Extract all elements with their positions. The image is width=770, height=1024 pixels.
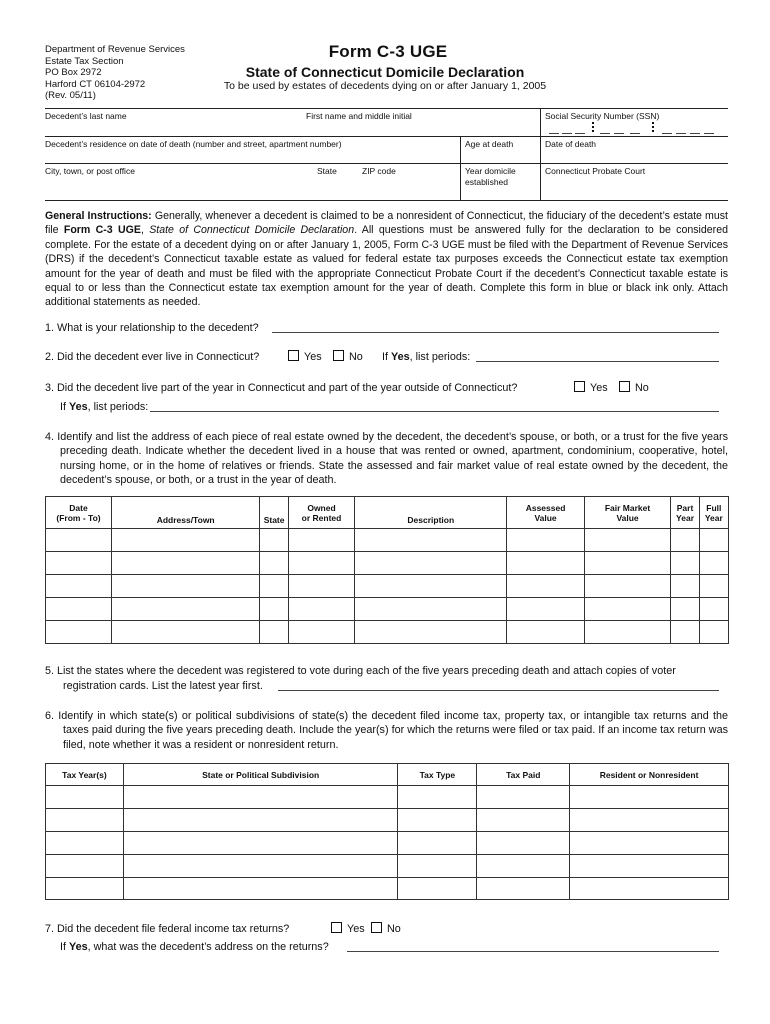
dept-line: PO Box 2972 bbox=[45, 67, 102, 78]
dept-line: Harford CT 06104-2972 bbox=[45, 78, 146, 90]
question-5: 5. List the states where the decedent was registered to vote during each of the five years preceding death and attach copies of voter bbox=[45, 665, 676, 677]
q3-no-option[interactable]: No bbox=[619, 381, 649, 395]
question-5-cont: registration cards. List the latest year first. bbox=[63, 680, 263, 692]
q7-no-option[interactable]: No bbox=[371, 922, 401, 936]
table-row[interactable] bbox=[46, 598, 729, 621]
col-address: Address/Town bbox=[111, 497, 259, 529]
grid-rule bbox=[45, 108, 728, 109]
grid-rule bbox=[45, 200, 728, 201]
col-description: Description bbox=[355, 497, 507, 529]
grid-rule bbox=[460, 136, 461, 200]
table-row[interactable] bbox=[46, 552, 729, 575]
table-row[interactable] bbox=[46, 575, 729, 598]
residence-label: Decedent’s residence on date of death (number and street, apartment number) bbox=[45, 139, 342, 149]
table-row[interactable] bbox=[46, 621, 729, 644]
probate-court-label: Connecticut Probate Court bbox=[545, 166, 646, 176]
q3-yes-option[interactable]: Yes bbox=[574, 381, 608, 395]
dept-line: (Rev. 05/11) bbox=[45, 90, 96, 101]
col-assessed: Assessed Value bbox=[507, 497, 584, 529]
city-label: City, town, or post office bbox=[45, 166, 135, 176]
col-tax-year: Tax Year(s) bbox=[46, 764, 124, 786]
table-row[interactable] bbox=[46, 529, 729, 552]
checkbox-icon[interactable] bbox=[619, 381, 630, 392]
tax-returns-table bbox=[45, 763, 729, 900]
q3-if-yes: If Yes, list periods: bbox=[60, 401, 149, 413]
question-2: 2. Did the decedent ever live in Connecticut? bbox=[45, 351, 260, 363]
col-resident: Resident or Nonresident bbox=[570, 764, 729, 786]
state-label: State bbox=[317, 166, 337, 176]
col-state: State bbox=[260, 497, 289, 529]
last-name-label: Decedent’s last name bbox=[45, 111, 127, 121]
zip-label: ZIP code bbox=[362, 166, 396, 176]
tax-header-row bbox=[46, 764, 729, 786]
col-fair-market: Fair Market Value bbox=[584, 497, 671, 529]
form-subtitle: State of Connecticut Domicile Declaration bbox=[245, 64, 525, 80]
q2-no-option[interactable]: No bbox=[333, 350, 363, 364]
table-row[interactable] bbox=[46, 878, 729, 900]
checkbox-icon[interactable] bbox=[333, 350, 344, 361]
question-1: 1. What is your relationship to the decedent? bbox=[45, 322, 259, 334]
col-part-year: Part Year bbox=[671, 497, 699, 529]
col-owned-rented: Owned or Rented bbox=[288, 497, 354, 529]
dept-line: Estate Tax Section bbox=[45, 55, 124, 67]
col-full-year: Full Year bbox=[699, 497, 728, 529]
q7-yes-option[interactable]: Yes bbox=[331, 922, 365, 936]
checkbox-icon[interactable] bbox=[371, 922, 382, 933]
first-name-label: First name and middle initial bbox=[306, 111, 412, 121]
q3-periods-input[interactable] bbox=[150, 411, 719, 412]
question-3: 3. Did the decedent live part of the year in Connecticut and part of the year outside of Connecticut? bbox=[45, 382, 518, 394]
q7-if-yes: If Yes, what was the decedent’s address on the returns? bbox=[60, 941, 329, 953]
relationship-input[interactable] bbox=[272, 332, 719, 333]
question-4: 4. Identify and list the address of each piece of real estate owned by the decedent, the decedent’s spouse, or both, or a trust for the five years preceding death. Indicate whether the decedent lived in a house that was rented or owned, apartment, condominium, cooperative, hotel, nursing home, or in the home of relatives or friends. State the assessed and fair market value of real estate owned by the decedent, the decedent’s spouse, or both, or a trust in the year of death. bbox=[45, 431, 728, 487]
ssn-label: Social Security Number (SSN) bbox=[545, 111, 660, 121]
general-instructions: General Instructions: Generally, whenever a decedent is claimed to be a nonresident of Connecticut, the fiduciary of the decedent’s estate must file Form C-3 UGE, State of Connecticut Domicile Declaration. All questions must be answered fully for the declaration to be considered complete. For the estate of a decedent dying on or after January 1, 2005, Form C-3 UGE must be filed with the Department of Revenue Services (DRS) if the decedent’s Connecticut taxable estate as valued for federal estate tax purposes exceeds the Connecticut estate tax exemption amount for the year of death and must be filed with the appropriate Connecticut Probate Court if the decedent’s Connecticut taxable estate is equal to or less than the Connecticut estate tax exemption amount for the year of death. Complete this form in blue or black ink only. Attach additional statements as needed. bbox=[45, 210, 728, 309]
col-date: Date (From - To) bbox=[46, 497, 112, 529]
col-tax-paid: Tax Paid bbox=[477, 764, 570, 786]
table-row[interactable] bbox=[46, 855, 729, 878]
age-label: Age at death bbox=[465, 139, 514, 149]
table-row[interactable] bbox=[46, 832, 729, 855]
grid-rule bbox=[45, 163, 728, 164]
table-row[interactable] bbox=[46, 786, 729, 809]
checkbox-icon[interactable] bbox=[288, 350, 299, 361]
col-tax-type: Tax Type bbox=[398, 764, 477, 786]
federal-address-input[interactable] bbox=[347, 951, 719, 952]
year-domicile-label-2: established bbox=[465, 177, 509, 187]
q2-periods-input[interactable] bbox=[476, 361, 719, 362]
q2-yes-option[interactable]: Yes bbox=[288, 350, 322, 364]
real-estate-header-row bbox=[46, 497, 729, 529]
voter-states-input[interactable] bbox=[278, 690, 719, 691]
col-state-subdivision: State or Political Subdivision bbox=[123, 764, 398, 786]
form-note: To be used by estates of decedents dying on or after January 1, 2005 bbox=[223, 80, 547, 92]
checkbox-icon[interactable] bbox=[331, 922, 342, 933]
question-6: 6. Identify in which state(s) or political subdivisions of state(s) the decedent filed income tax, property tax, or intangible tax returns and the taxes paid during the five years preceding death. Include the year(s) for which the returns were filed or tax paid. If an income tax return was filed, note whether it was a resident or nonresident return. bbox=[45, 710, 728, 751]
instructions-heading: General Instructions: bbox=[45, 210, 152, 222]
form-title: Form C-3 UGE bbox=[328, 42, 448, 61]
dept-line: Department of Revenue Services bbox=[45, 44, 185, 55]
q2-if-yes: If Yes, list periods: bbox=[382, 351, 471, 363]
date-of-death-label: Date of death bbox=[545, 139, 597, 149]
table-row[interactable] bbox=[46, 809, 729, 832]
checkbox-icon[interactable] bbox=[574, 381, 585, 392]
grid-rule bbox=[45, 136, 728, 137]
year-domicile-label: Year domicile bbox=[465, 166, 516, 176]
question-7: 7. Did the decedent file federal income tax returns? bbox=[45, 923, 290, 935]
real-estate-table bbox=[45, 496, 729, 644]
grid-rule bbox=[540, 108, 541, 200]
